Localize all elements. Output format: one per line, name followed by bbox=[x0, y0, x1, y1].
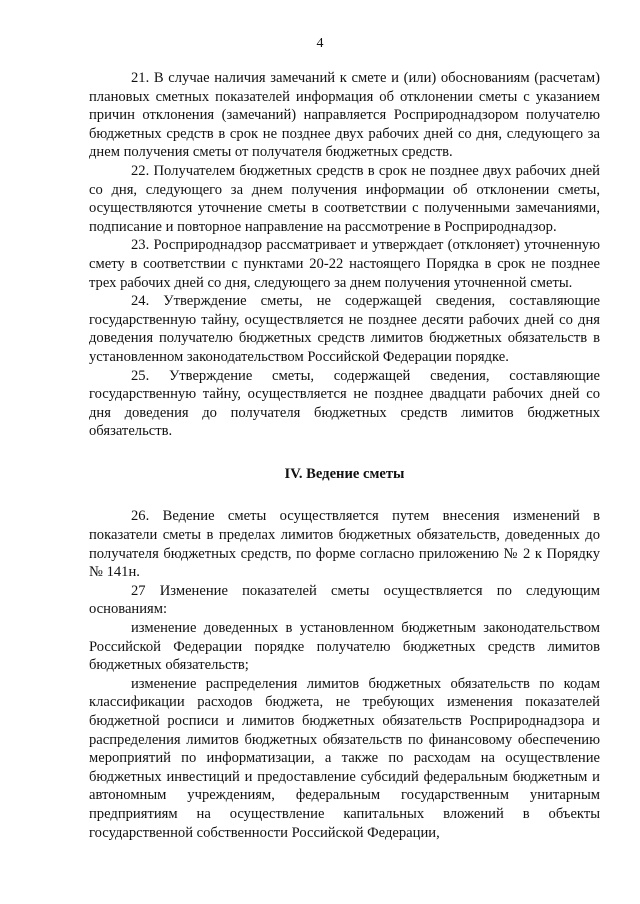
document-body bbox=[89, 69, 600, 842]
paragraph-21: 21. В случае наличия замечаний к смете и (или) обоснованиям (расчетам) плановых сметных показателей информация об отклонении сметы с указанием причин отклонения (замечаний) направляется Росприроднадзором получателю бюджетных средств в срок не позднее двух рабочих дней со дня, следующего за днем получения сметы от получателя бюджетных средств. bbox=[89, 70, 600, 161]
paragraph-27-item-1: изменение доведенных в установленном бюджетным законодательством Российской Федерации порядке получателю бюджетных средств лимитов бюджетных обязательств; bbox=[89, 620, 600, 674]
paragraph-27-item-2: изменение распределения лимитов бюджетных обязательств по кодам классификации расходов бюджета, не требующих изменения показателей бюджетной росписи и лимитов бюджетных обязательств Росприроднадзора и распределения лимитов бюджетных обязательств по финансовому обеспечению мероприятий по информатизации, а также по расходам на осуществление бюджетных инвестиций и предоставление субсидий федеральным бюджетным и автономным учреждениям, федеральным государственным унитарным предприятиям на осуществление капитальных вложений в объекты государственной собственности Российской Федерации, bbox=[89, 675, 600, 841]
section-heading: IV. Ведение сметы bbox=[284, 465, 405, 482]
paragraph-26: 26. Ведение сметы осуществляется путем внесения изменений в показатели сметы в пределах лимитов бюджетных обязательств, доведенных до получателя бюджетных средств, по форме согласно приложению № 2 к Порядку № 141н. bbox=[89, 508, 600, 581]
paragraph-27: 27 Изменение показателей сметы осуществляется по следующим основаниям: bbox=[89, 582, 600, 618]
paragraph-22: 22. Получателем бюджетных средств в срок не позднее двух рабочих дней со дня, следующего за днем получения информации об отклонении сметы, осуществляются уточнение сметы в соответствии с полученными замечаниями, подписание и повторное направление на рассмотрение в Росприроднадзор. bbox=[89, 162, 600, 235]
paragraph-23: 23. Росприроднадзор рассматривает и утверждает (отклоняет) уточненную смету в соответствии с пунктами 20-22 настоящего Порядка в срок не позднее трех рабочих дней со дня, следующего за днем получения уточненной сметы. bbox=[89, 237, 600, 291]
paragraph-24: 24. Утверждение сметы, не содержащей сведения, составляющие государственную тайну, осуществляется не позднее десяти рабочих дней со дня доведения получателю бюджетных средств лимитов бюджетных обязательств в установленном законодательством Российской Федерации порядке. bbox=[89, 293, 600, 365]
page-number: 4 bbox=[316, 36, 324, 51]
paragraph-25: 25. Утверждение сметы, содержащей сведения, составляющие государственную тайну, осуществляется не позднее двадцати рабочих дней со дня доведения до получателя бюджетных средств лимитов бюджетных обязательств. bbox=[89, 367, 600, 440]
